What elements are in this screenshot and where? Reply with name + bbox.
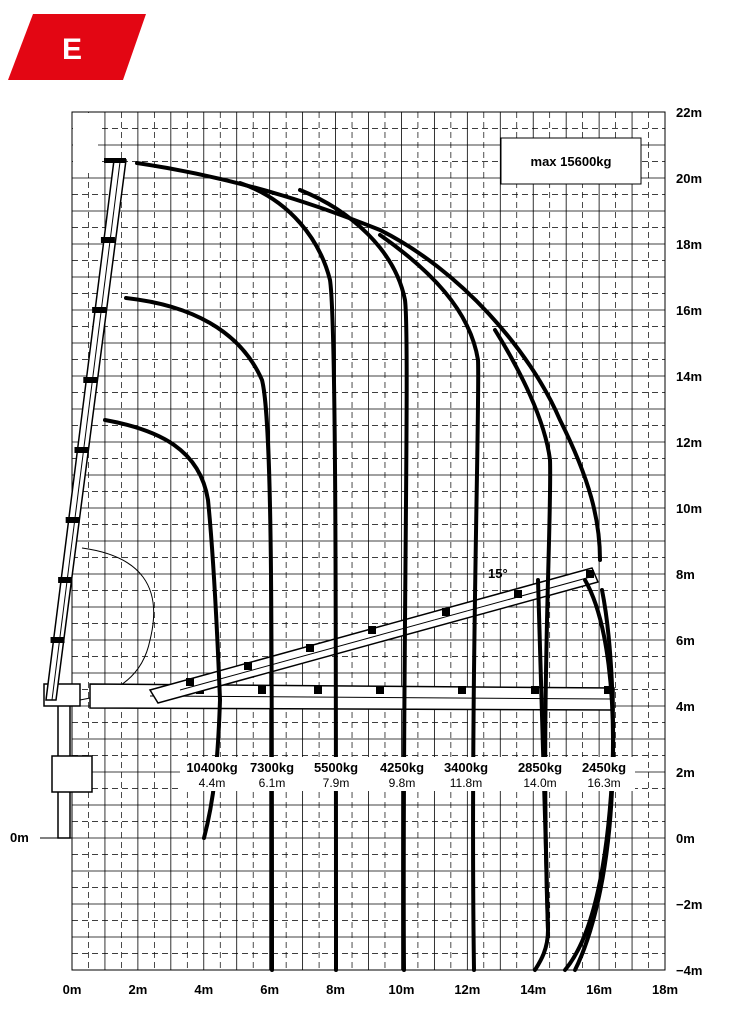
- x-tick-label: 10m: [388, 982, 415, 997]
- y-tick-label: −4m: [676, 963, 703, 978]
- boom-joint: [258, 686, 266, 694]
- boom-joint: [83, 377, 97, 383]
- y-tick-label: 20m: [676, 171, 703, 186]
- reach-value-label: 4.4m: [198, 776, 226, 790]
- reach-value-label: 11.8m: [449, 776, 483, 790]
- crane-illustration: [44, 158, 614, 838]
- reach-value-label: 7.9m: [322, 776, 350, 790]
- boom-angle-label: 15°: [488, 566, 508, 581]
- boom-joint: [244, 662, 252, 670]
- x-tick-label: 6m: [260, 982, 280, 997]
- y-tick-label: 18m: [676, 237, 703, 252]
- boom-joint: [51, 637, 65, 643]
- boom-joint: [306, 644, 314, 652]
- x-tick-label: 4m: [194, 982, 214, 997]
- y-tick-label: 4m: [676, 699, 695, 714]
- load-value-label: 7300kg: [249, 760, 295, 775]
- reach-value-label: 14.0m: [523, 776, 557, 790]
- boom-joint: [442, 608, 450, 616]
- y-tick-label: 10m: [676, 501, 703, 516]
- boom-joint: [458, 686, 466, 694]
- load-curve: [380, 235, 478, 970]
- load-value-label: 3400kg: [443, 760, 489, 775]
- load-value-label: 5500kg: [313, 760, 359, 775]
- load-value-label: 2450kg: [581, 760, 627, 775]
- load-curve: [126, 298, 272, 970]
- y-tick-label: −2m: [676, 897, 703, 912]
- y-tick-label: 22m: [676, 105, 703, 120]
- x-tick-label: 8m: [326, 982, 345, 997]
- slew-arc: [80, 548, 154, 700]
- boom-joint: [186, 678, 194, 686]
- y-axis-ticks: [676, 105, 702, 978]
- x-tick-label: 2m: [128, 982, 148, 997]
- boom-joint: [531, 686, 539, 694]
- boom-joint: [74, 447, 88, 453]
- load-value-label: 10400kg: [186, 760, 238, 775]
- load-curve: [240, 183, 336, 970]
- badge-label: E: [61, 33, 83, 66]
- x-tick-label: 14m: [520, 982, 547, 997]
- x-tick-label: 12m: [454, 982, 481, 997]
- section-badge: [8, 14, 146, 80]
- boom-joint: [101, 237, 115, 243]
- boom-joint: [368, 626, 376, 634]
- boom-joint: [376, 686, 384, 694]
- reach-value-label: 16.3m: [587, 776, 621, 790]
- load-value-label: 2850kg: [517, 760, 563, 775]
- max-load-label: max 15600kg: [530, 154, 612, 169]
- load-curves: [105, 163, 613, 970]
- y-tick-label: 2m: [676, 765, 695, 780]
- y-tick-label: 6m: [676, 633, 695, 648]
- reach-value-label: 6.1m: [258, 776, 286, 790]
- x-axis-ticks: [63, 982, 678, 997]
- boom-joint: [66, 517, 80, 523]
- boom-joint: [92, 307, 106, 313]
- y-tick-label: 14m: [676, 369, 703, 384]
- boom-joint: [586, 570, 594, 578]
- grid-mask: [73, 113, 98, 173]
- y-tick-label: 16m: [676, 303, 703, 318]
- crane-base: [52, 756, 92, 792]
- x-tick-label: 0m: [62, 982, 82, 997]
- chart-grid: [72, 112, 665, 970]
- load-value-label: 4250kg: [379, 760, 425, 775]
- boom-joint: [314, 686, 322, 694]
- boom-joint: [58, 577, 72, 583]
- y-tick-label: 8m: [676, 567, 695, 582]
- x-tick-label: 18m: [651, 982, 679, 997]
- y-tick-label: 0m: [676, 831, 695, 846]
- reach-value-label: 9.8m: [388, 776, 416, 790]
- load-curve: [300, 190, 407, 970]
- left-zero-label: 0m: [10, 830, 29, 845]
- max-load-box: [501, 138, 641, 184]
- boom-joint: [514, 590, 522, 598]
- boom-tip: [104, 158, 126, 163]
- x-tick-label: 16m: [586, 982, 613, 997]
- y-tick-label: 12m: [676, 435, 703, 450]
